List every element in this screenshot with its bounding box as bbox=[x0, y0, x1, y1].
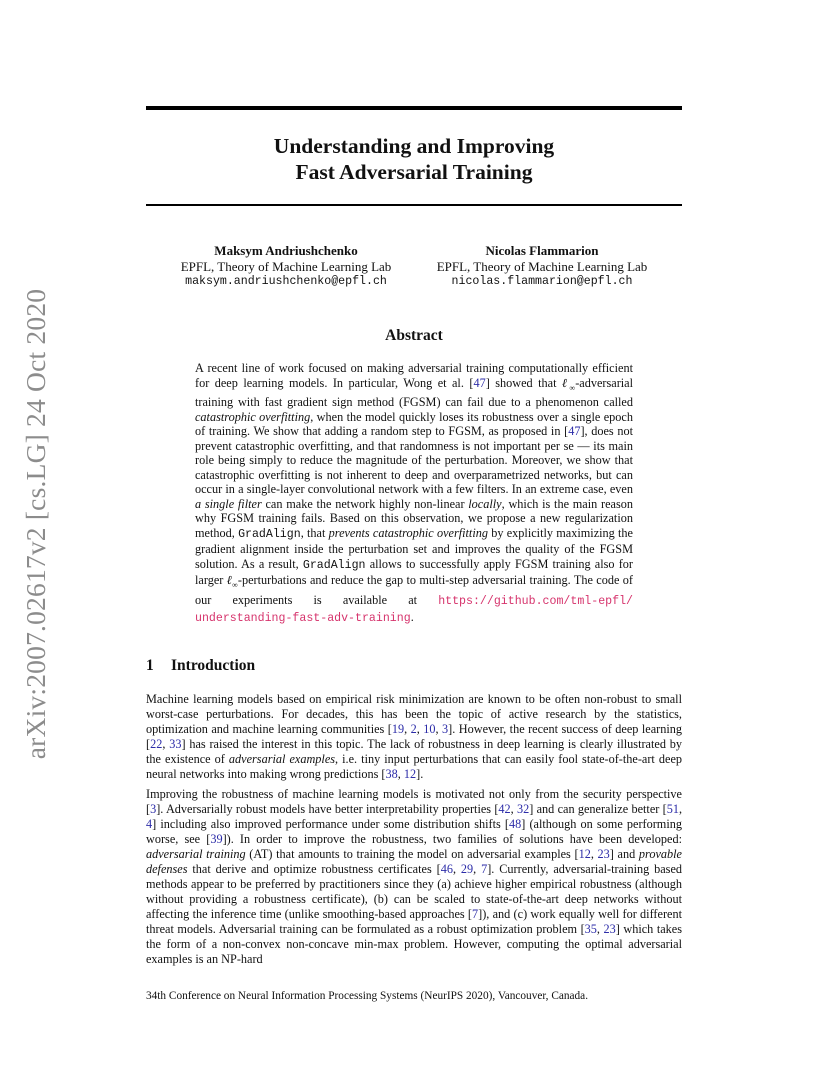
paper-title bbox=[146, 133, 682, 185]
citation-link[interactable]: 48 bbox=[509, 817, 522, 831]
citation-link[interactable]: 22 bbox=[150, 737, 163, 751]
citation-link[interactable]: 47 bbox=[568, 424, 581, 439]
author-block-2 bbox=[407, 243, 677, 290]
abstract-text: A recent line of work focused on making adversarial training computationally efficient for deep learning models. In particular, Wong et al. [47] showed that ℓ$_\infty$-adversarial training with fast gradient sign method (FGSM) can fail due to a phenomenon called catastrophic overfitting, when the model quickly loses its robustness over a single epoch of training. We show that adding a random step to FGSM, as proposed in [47], does not prevent catastrophic overfitting, and that randomness is not important per se — its main role being simply to reduce the magnitude of the perturbation. Moreover, we show that catastrophic overfitting is not inherent to deep and overparametrized networks, but can occur in a single-layer convolutional network with a few filters. In an extreme case, even a single filter can make the network highly non-linear locally, which is the main reason why FGSM training fails. Based on this observation, we propose a new regularization method, GradAlign, that prevents catastrophic overfitting by explicitly maximizing the gradient alignment inside the perturbation set and improves the quality of the FGSM solution. As a result, GradAlign allows to successfully apply FGSM training also for larger ℓ$_\infty$-perturbations and reduce the gap to multi-step adversarial training. The code of our experiments is available at https://github.com/tml-epfl/ understanding-fast-adv-training. bbox=[195, 361, 634, 625]
title-bottom-rule bbox=[146, 204, 682, 206]
citation-link[interactable]: 39 bbox=[210, 832, 223, 846]
citation-link[interactable]: 38 bbox=[385, 767, 398, 781]
citation-link[interactable]: 35 bbox=[584, 922, 597, 936]
intro-paragraph-1: Machine learning models based on empirical risk minimization are known to be often non-robust to small worst-case perturbations. For decades, this has been the topic of active research by the statistics, optimization and machine learning communities [19, 2, 10, 3]. However, the recent success of deep learning [22, 33] has raised the interest in this topic. The lack of robustness in deep learning is clearly illustrated by the existence of adversarial examples, i.e. tiny input perturbations that can easily fool state-of-the-art deep neural networks into making wrong predictions [38, 12]. bbox=[146, 692, 683, 781]
citation-link[interactable]: 51 bbox=[666, 802, 679, 816]
citation-link[interactable]: 33 bbox=[169, 737, 182, 751]
citation-link[interactable]: 12 bbox=[578, 847, 591, 861]
citation-link[interactable]: 42 bbox=[498, 802, 511, 816]
author-affiliation: EPFL, Theory of Machine Learning Lab bbox=[180, 258, 392, 274]
citation-link[interactable]: 7 bbox=[472, 907, 479, 921]
citation-link[interactable]: 23 bbox=[603, 922, 616, 936]
citation-link[interactable]: 10 bbox=[423, 722, 436, 736]
citation-link[interactable]: 2 bbox=[410, 722, 417, 736]
citation-link[interactable]: 3 bbox=[150, 802, 157, 816]
citation-link[interactable]: 19 bbox=[391, 722, 405, 736]
author-affiliation: EPFL, Theory of Machine Learning Lab bbox=[436, 258, 648, 274]
title-line-2: Fast Adversarial Training bbox=[295, 160, 533, 184]
section-number: 1 bbox=[146, 657, 154, 674]
author-name: Maksym Andriushchenko bbox=[214, 243, 358, 258]
citation-link[interactable]: 23 bbox=[597, 847, 610, 861]
citation-link[interactable]: 3 bbox=[442, 722, 449, 736]
title-line-1: Understanding and Improving bbox=[273, 134, 555, 158]
citation-link[interactable]: 4 bbox=[146, 817, 153, 831]
author-email[interactable]: maksym.andriushchenko@epfl.ch bbox=[185, 275, 387, 288]
arxiv-sidebar-stamp: arXiv:2007.02617v2 [cs.LG] 24 Oct 2020 bbox=[20, 288, 51, 760]
code-url-link[interactable]: https://github.com/tml-epfl/ understanding-fast-adv-training bbox=[195, 595, 633, 625]
citation-link[interactable]: 32 bbox=[517, 802, 530, 816]
citation-link[interactable]: 47 bbox=[473, 375, 486, 390]
section-title: Introduction bbox=[171, 657, 256, 674]
author-email[interactable]: nicolas.flammarion@epfl.ch bbox=[451, 275, 633, 288]
citation-link[interactable]: 7 bbox=[481, 862, 488, 876]
citation-link[interactable]: 12 bbox=[403, 767, 417, 781]
author-name: Nicolas Flammarion bbox=[485, 243, 599, 258]
top-rule bbox=[146, 106, 682, 110]
citation-link[interactable]: 46 bbox=[440, 862, 453, 876]
abstract-heading: Abstract bbox=[385, 327, 443, 344]
author-block-1 bbox=[151, 243, 421, 290]
citation-link[interactable]: 29 bbox=[460, 862, 474, 876]
conference-footnote: 34th Conference on Neural Information Processing Systems (NeurIPS 2020), Vancouver, Canada. bbox=[146, 990, 589, 1002]
section-heading bbox=[146, 657, 255, 675]
intro-paragraph-2: Improving the robustness of machine learning models is motivated not only from the security perspective [3]. Adversarially robust models have better interpretability properties [42, 32] and can generalize better [51, 4] including also improved performance under some distribution shifts [48] (although on some performing worse, see [39]). In order to improve the robustness, two families of solutions have been developed: adversarial training (AT) that amounts to training the model on adversarial examples [12, 23] and provable defenses that derive and optimize robustness certificates [46, 29, 7]. Currently, adversarial-training based methods appear to be preferred by practitioners since they (a) achieve higher empirical robustness (although without providing a robustness certificate), (b) can be scaled to state-of-the-art deep networks without affecting the inference time (unlike smoothing-based approaches [7]), and (c) work equally well for different threat models. Adversarial training can be formulated as a robust optimization problem [35, 23] which takes the form of a non-convex non-concave min-max problem. However, computing the optimal adversarial examples is an NP-hard bbox=[146, 787, 683, 966]
